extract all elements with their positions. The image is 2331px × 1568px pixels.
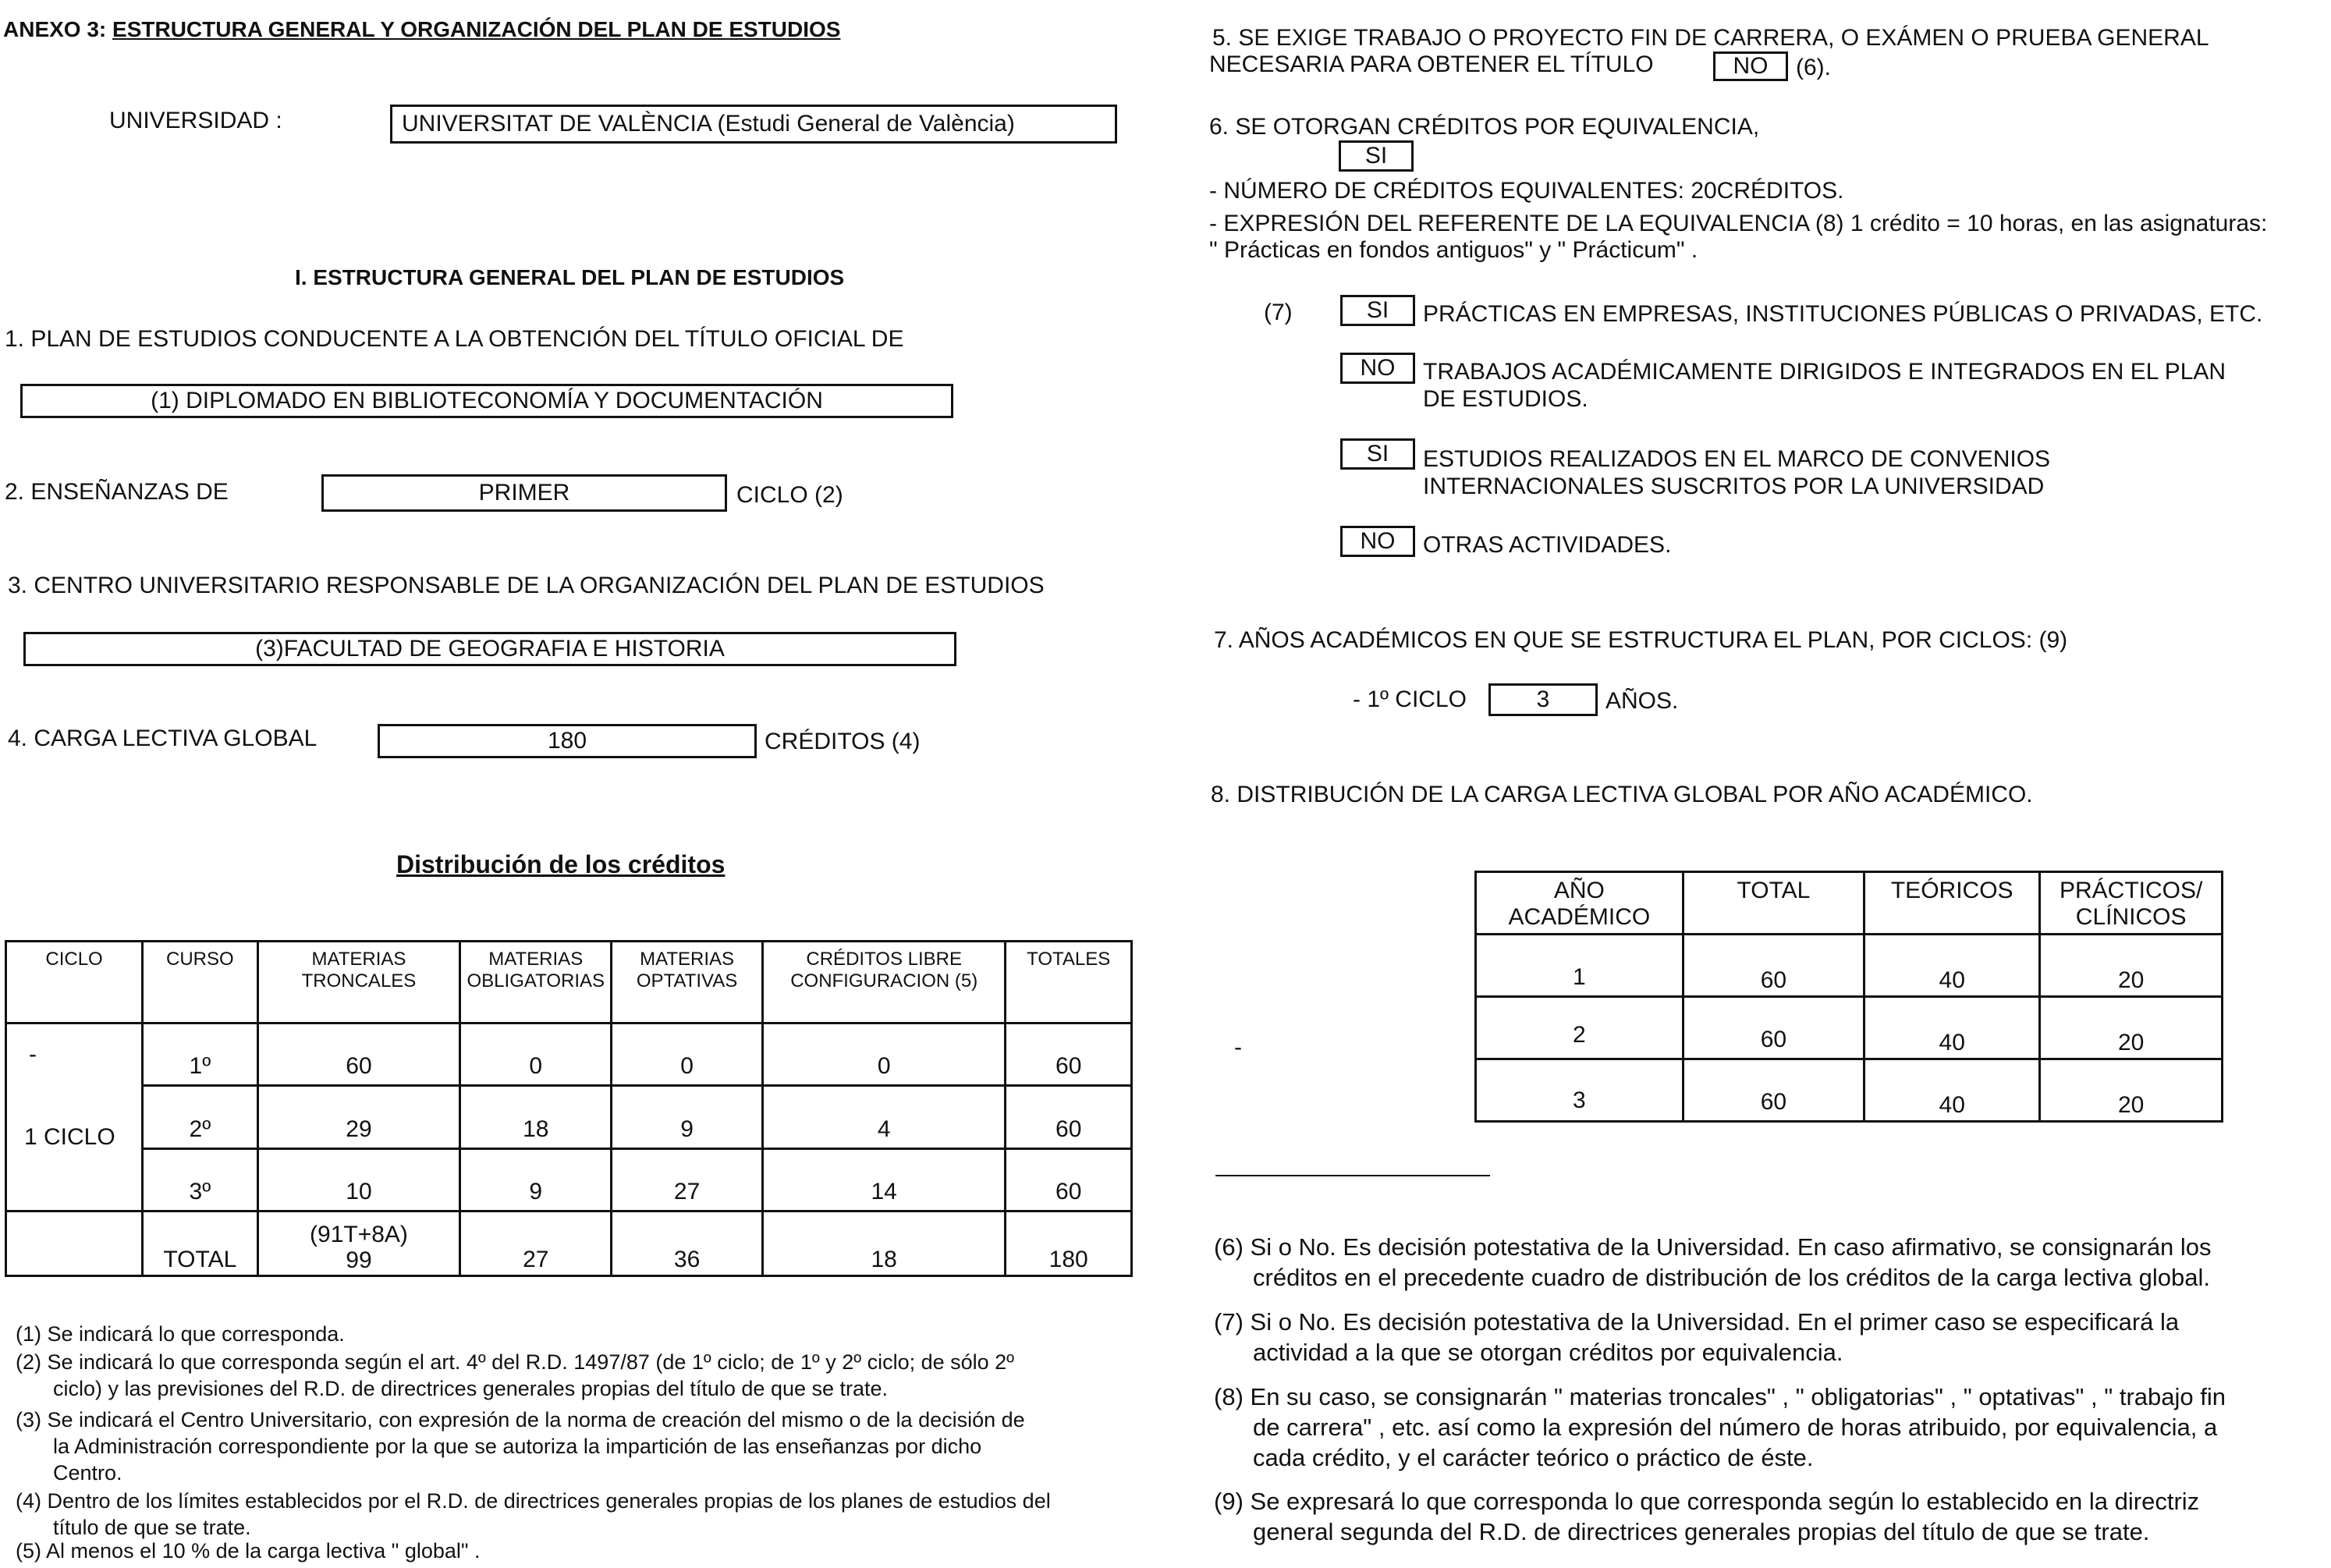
table-header-row bbox=[6, 942, 1132, 1023]
header-troncales: MATERIAS TRONCALES bbox=[257, 942, 460, 1023]
footnote-number: (2) bbox=[16, 1350, 41, 1374]
item5-suffix: (6). bbox=[1796, 55, 1831, 80]
obligatorias-cell: 9 bbox=[460, 1148, 612, 1211]
stray-dash: - bbox=[1234, 1034, 1242, 1060]
footnote-6 bbox=[1214, 1233, 2212, 1293]
equiv-option-4-field bbox=[1340, 526, 1415, 557]
total-optativas-cell: 36 bbox=[612, 1211, 763, 1276]
libre-cell: 14 bbox=[762, 1148, 1005, 1211]
header-totales: TOTALES bbox=[1006, 942, 1132, 1023]
ciclo-dash: - bbox=[29, 1041, 37, 1067]
total-ciclo-cell bbox=[6, 1211, 143, 1276]
year-teoricos-cell: 40 bbox=[1864, 997, 2040, 1059]
libre-cell: 4 bbox=[762, 1086, 1005, 1149]
footnote-text-cont: la Administración correspondiente por la que se autoriza la impartición de las enseñanzas por dicho bbox=[53, 1434, 982, 1458]
university-value: UNIVERSITAT DE VALÈNCIA (Estudi General de València) bbox=[402, 111, 1015, 137]
footnote-9 bbox=[1214, 1487, 2199, 1548]
total-troncales-cell bbox=[257, 1211, 460, 1276]
footnote-text-cont: ciclo) y las previsiones del R.D. de directrices generales propias del título de que se trate. bbox=[53, 1376, 889, 1400]
item8-label: 8. DISTRIBUCIÓN DE LA CARGA LECTIVA GLOBAL POR AÑO ACADÉMICO. bbox=[1211, 782, 2033, 807]
footnote-number: (1) bbox=[16, 1322, 41, 1346]
footnote-text: Si o No. Es decisión potestativa de la Universidad. En caso afirmativo, se consignarán los bbox=[1250, 1233, 2212, 1261]
equiv-option-3-value: SI bbox=[1366, 441, 1389, 466]
year-total-cell: 60 bbox=[1683, 997, 1864, 1059]
ciclo-value: 1 CICLO bbox=[24, 1123, 115, 1150]
troncales-cell: 60 bbox=[257, 1023, 460, 1086]
curso-cell: 3º bbox=[143, 1148, 258, 1211]
footnote-text: Al menos el 10 % de la carga lectiva " global" . bbox=[46, 1539, 481, 1563]
optativas-cell: 0 bbox=[612, 1023, 763, 1086]
equiv-option-1-field bbox=[1340, 295, 1415, 326]
footnote-text-cont: cada crédito, y el carácter teórico o práctico de éste. bbox=[1253, 1443, 1814, 1471]
table-row bbox=[6, 1023, 1132, 1086]
note-7-marker: (7) bbox=[1264, 300, 1293, 325]
footnote-separator bbox=[1215, 1175, 1490, 1176]
equiv-option-2-value: NO bbox=[1360, 355, 1396, 381]
distribution-title: Distribución de los créditos bbox=[396, 850, 726, 878]
footnote-2 bbox=[16, 1350, 1014, 1403]
year-row bbox=[1476, 997, 2223, 1059]
total-obligatorias-cell: 27 bbox=[460, 1211, 612, 1276]
header-year: AÑO ACADÉMICO bbox=[1476, 872, 1684, 935]
equiv-option-4-value: NO bbox=[1360, 528, 1396, 554]
year-cell: 2 bbox=[1476, 997, 1684, 1059]
equiv-option-2-text bbox=[1423, 359, 2226, 413]
equiv-option-2-line1: TRABAJOS ACADÉMICAMENTE DIRIGIDOS E INTEGRADOS EN EL PLAN bbox=[1423, 359, 2226, 385]
equivalence-field bbox=[1339, 140, 1414, 172]
cycle-value: PRIMER bbox=[478, 480, 570, 506]
troncales-cell: 29 bbox=[257, 1086, 460, 1149]
total-totales-cell: 180 bbox=[1006, 1211, 1132, 1276]
center-value: (3)FACULTAD DE GEOGRAFIA E HISTORIA bbox=[255, 636, 725, 662]
university-field bbox=[390, 105, 1117, 144]
totales-cell: 60 bbox=[1006, 1023, 1132, 1086]
footnote-text-cont: título de que se trate. bbox=[53, 1515, 251, 1539]
header-ciclo: CICLO bbox=[6, 942, 143, 1023]
year-cell: 1 bbox=[1476, 935, 1684, 997]
year-practicos-cell: 20 bbox=[2040, 997, 2223, 1059]
equiv-option-1-value: SI bbox=[1366, 297, 1389, 323]
footnote-5 bbox=[16, 1538, 480, 1565]
center-field bbox=[23, 632, 956, 666]
item6-line-c: " Prácticas en fondos antiguos" y " Prácticum" . bbox=[1209, 237, 1698, 263]
optativas-cell: 27 bbox=[612, 1148, 763, 1211]
equiv-option-1-text: PRÁCTICAS EN EMPRESAS, INSTITUCIONES PÚBLICAS O PRIVADAS, ETC. bbox=[1423, 301, 2263, 327]
annex-prefix: ANEXO 3: bbox=[3, 17, 107, 41]
table-total-row bbox=[6, 1211, 1132, 1276]
credits-field bbox=[378, 724, 757, 758]
footnote-text-cont: de carrera" , etc. así como la expresión del número de horas atribuido, por equivalencia, a bbox=[1253, 1413, 2218, 1441]
ciclo-cell bbox=[6, 1023, 143, 1211]
footnote-1 bbox=[16, 1321, 345, 1348]
equiv-option-3-line1: ESTUDIOS REALIZADOS EN EL MARCO DE CONVENIOS bbox=[1423, 446, 2051, 472]
footnote-number: (8) bbox=[1214, 1383, 1244, 1410]
footnote-number: (4) bbox=[16, 1489, 41, 1513]
curso-cell: 1º bbox=[143, 1023, 258, 1086]
degree-title-value: (1) DIPLOMADO EN BIBLIOTECONOMÍA Y DOCUMENTACIÓN bbox=[151, 388, 823, 413]
item4-label: 4. CARGA LECTIVA GLOBAL bbox=[8, 725, 318, 751]
header-curso: CURSO bbox=[143, 942, 258, 1023]
footnote-text-cont: general segunda del R.D. de directrices generales propias del título de que se trate. bbox=[1253, 1517, 2150, 1545]
item4-suffix: CRÉDITOS (4) bbox=[765, 729, 921, 754]
item3-label: 3. CENTRO UNIVERSITARIO RESPONSABLE DE LA ORGANIZACIÓN DEL PLAN DE ESTUDIOS bbox=[8, 573, 1045, 598]
header-total: TOTAL bbox=[1683, 872, 1864, 935]
item6-label: 6. SE OTORGAN CRÉDITOS POR EQUIVALENCIA, bbox=[1209, 114, 1760, 140]
year-practicos-cell: 20 bbox=[2040, 1059, 2223, 1122]
header-practicos: PRÁCTICOS/ CLÍNICOS bbox=[2040, 872, 2223, 935]
footnote-number: (6) bbox=[1214, 1233, 1244, 1261]
footnote-number: (3) bbox=[16, 1408, 41, 1431]
equiv-option-2-line2: DE ESTUDIOS. bbox=[1423, 385, 1588, 412]
equiv-option-4-text: OTRAS ACTIVIDADES. bbox=[1423, 532, 1672, 558]
equiv-option-2-field bbox=[1340, 353, 1415, 384]
year-practicos-cell: 20 bbox=[2040, 935, 2223, 997]
item7-suffix: AÑOS. bbox=[1605, 688, 1679, 714]
footnote-text: Se expresará lo que corresponda lo que corresponda según lo establecido en la directriz bbox=[1250, 1488, 2200, 1515]
year-row bbox=[1476, 935, 2223, 997]
total-libre-cell: 18 bbox=[762, 1211, 1005, 1276]
footnote-text-cont: Centro. bbox=[53, 1460, 122, 1485]
final-project-value: NO bbox=[1733, 53, 1769, 79]
totales-cell: 60 bbox=[1006, 1148, 1132, 1211]
header-teoricos: TEÓRICOS bbox=[1864, 872, 2040, 935]
footnote-3 bbox=[16, 1407, 1025, 1486]
equiv-option-3-text bbox=[1423, 446, 2050, 500]
degree-title-field bbox=[20, 384, 953, 418]
footnote-number: (7) bbox=[1214, 1308, 1244, 1336]
footnote-8 bbox=[1214, 1382, 2226, 1473]
obligatorias-cell: 0 bbox=[460, 1023, 612, 1086]
cycle-field bbox=[321, 474, 727, 512]
final-project-field bbox=[1713, 51, 1788, 81]
year-row bbox=[1476, 1059, 2223, 1122]
table-row bbox=[6, 1148, 1132, 1211]
table-row bbox=[6, 1086, 1132, 1149]
totales-cell: 60 bbox=[1006, 1086, 1132, 1149]
footnote-text-cont: actividad a la que se otorgan créditos por equivalencia. bbox=[1253, 1338, 1843, 1366]
item2-suffix: CICLO (2) bbox=[736, 482, 843, 508]
item5-line1: 5. SE EXIGE TRABAJO O PROYECTO FIN DE CARRERA, O EXÁMEN O PRUEBA GENERAL bbox=[1212, 25, 2209, 51]
year-teoricos-cell: 40 bbox=[1864, 1059, 2040, 1122]
footnote-text: Se indicará el Centro Universitario, con expresión de la norma de creación del mismo o de la decisión de bbox=[47, 1408, 1025, 1431]
item6-line-a: - NÚMERO DE CRÉDITOS EQUIVALENTES: 20CRÉDITOS. bbox=[1209, 178, 1844, 204]
footnote-text-cont: créditos en el precedente cuadro de distribución de los créditos de la carga lectiva global. bbox=[1253, 1263, 2210, 1291]
item2-label: 2. ENSEÑANZAS DE bbox=[5, 479, 229, 505]
year-total-cell: 60 bbox=[1683, 1059, 1864, 1122]
curso-cell: 2º bbox=[143, 1086, 258, 1149]
obligatorias-cell: 18 bbox=[460, 1086, 612, 1149]
item1-label: 1. PLAN DE ESTUDIOS CONDUCENTE A LA OBTENCIÓN DEL TÍTULO OFICIAL DE bbox=[5, 326, 904, 352]
yearly-load-table bbox=[1474, 871, 2223, 1123]
total-troncales-value: 99 bbox=[346, 1247, 372, 1273]
header-optativas: MATERIAS OPTATIVAS bbox=[612, 942, 763, 1023]
year-teoricos-cell: 40 bbox=[1864, 935, 2040, 997]
item7-ciclo: - 1º CICLO bbox=[1353, 686, 1467, 712]
years-value: 3 bbox=[1536, 686, 1550, 712]
footnote-text: Dentro de los límites establecidos por el R.D. de directrices generales propias de los planes de estudios del bbox=[47, 1489, 1051, 1513]
year-total-cell: 60 bbox=[1683, 935, 1864, 997]
libre-cell: 0 bbox=[762, 1023, 1005, 1086]
footnote-7 bbox=[1214, 1307, 2179, 1368]
credits-value: 180 bbox=[547, 728, 587, 754]
footnote-text: Si o No. Es decisión potestativa de la Universidad. En el primer caso se especificará la bbox=[1250, 1308, 2180, 1336]
year-header-row bbox=[1476, 872, 2223, 935]
total-label-cell: TOTAL bbox=[143, 1211, 258, 1276]
header-libre: CRÉDITOS LIBRE CONFIGURACION (5) bbox=[762, 942, 1005, 1023]
annex-heading bbox=[3, 17, 840, 42]
footnote-text: En su caso, se consignarán " materias troncales" , " obligatorias" , " optativas" , " trabajo fin bbox=[1250, 1383, 2226, 1410]
footnote-number: (5) bbox=[16, 1539, 41, 1563]
year-cell: 3 bbox=[1476, 1059, 1684, 1122]
equiv-option-3-line2: INTERNACIONALES SUSCRITOS POR LA UNIVERSIDAD bbox=[1423, 473, 2045, 499]
years-field bbox=[1488, 683, 1598, 716]
item6-line-b: - EXPRESIÓN DEL REFERENTE DE LA EQUIVALENCIA (8) 1 crédito = 10 horas, en las asignaturas: bbox=[1209, 211, 2268, 236]
footnote-text: Se indicará lo que corresponda según el art. 4º del R.D. 1497/87 (de 1º ciclo; de 1º y 2º ciclo; de sólo 2º bbox=[47, 1350, 1015, 1374]
university-label: UNIVERSIDAD : bbox=[109, 108, 282, 133]
optativas-cell: 9 bbox=[612, 1086, 763, 1149]
item5-line2: NECESARIA PARA OBTENER EL TÍTULO bbox=[1209, 51, 1654, 77]
credits-distribution-table bbox=[5, 940, 1133, 1277]
footnote-text: Se indicará lo que corresponda. bbox=[47, 1322, 345, 1346]
section-title: I. ESTRUCTURA GENERAL DEL PLAN DE ESTUDIOS bbox=[295, 265, 845, 289]
footnote-number: (9) bbox=[1214, 1488, 1244, 1515]
header-obligatorias: MATERIAS OBLIGATORIAS bbox=[460, 942, 612, 1023]
total-troncales-note: (91T+8A) bbox=[310, 1222, 408, 1247]
troncales-cell: 10 bbox=[257, 1148, 460, 1211]
footnote-4 bbox=[16, 1488, 1051, 1541]
annex-title: ESTRUCTURA GENERAL Y ORGANIZACIÓN DEL PLAN DE ESTUDIOS bbox=[112, 17, 841, 41]
equiv-option-3-field bbox=[1340, 438, 1415, 470]
equivalence-value: SI bbox=[1364, 143, 1388, 169]
item7-label: 7. AÑOS ACADÉMICOS EN QUE SE ESTRUCTURA EL PLAN, POR CICLOS: (9) bbox=[1214, 627, 2068, 653]
